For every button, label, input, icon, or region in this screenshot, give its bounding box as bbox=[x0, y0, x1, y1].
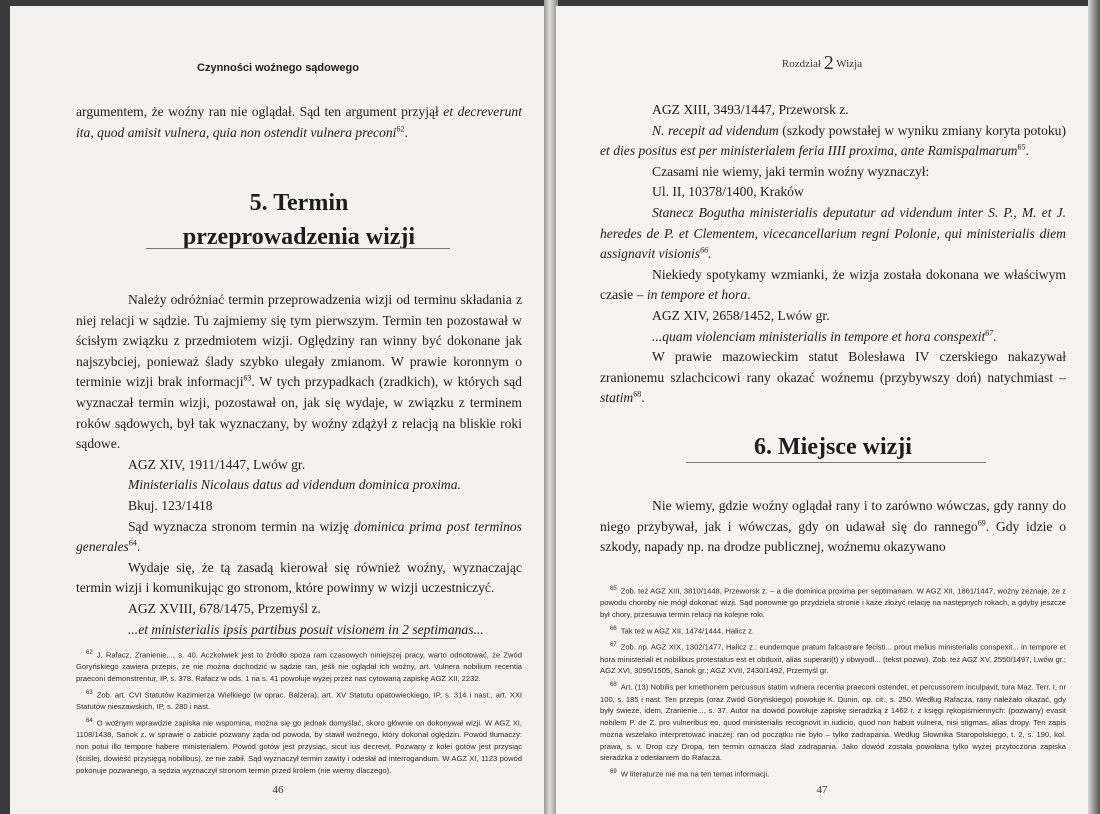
citation-quote: Ministerialis Nicolaus datus ad videndum dominica proxima. bbox=[128, 477, 461, 493]
footnote-number: 63 bbox=[86, 689, 93, 696]
footnote bbox=[600, 624, 1066, 637]
paragraph: Czasami nie wiemy, jaki termin woźny wyznaczył: bbox=[652, 163, 930, 179]
paragraph-text: (szkody powstałej w wyniku zmiany koryta potoku) bbox=[782, 122, 1066, 138]
footnote-text: W literaturze nie ma na ten temat informacji. bbox=[620, 769, 770, 779]
citation: Ul. II, 10378/1400, Kraków bbox=[652, 184, 804, 200]
footnote-ref[interactable]: 64 bbox=[128, 538, 137, 548]
footnote-ref[interactable]: 63 bbox=[243, 373, 252, 383]
citation-quote: Stanecz Bogutha ministerialis deputatur ad videndum inter S. P., M. et J. heredes de P. et Clementem, vicecancellarium regni Polonie, qui ministerialis diem assignavit visionis$^{66}$. bbox=[600, 204, 1066, 262]
paragraph: W prawie mazowieckim statut Bolesława IV czerskiego nakazywał zranionemu szlachcicowi rany okazać woźnemu (przybywszy doń) natychmiast – statim$^{68}$. bbox=[600, 349, 1066, 406]
paragraph-text: W prawie mazowieckim statut Bolesława IV czerskiego nakazywał zranionemu szlachcicowi rany okazać woźnemu (przybywszy doń) natychmiast – bbox=[600, 349, 1066, 385]
footnote-ref[interactable]: 67 bbox=[985, 328, 994, 337]
footnote-ref[interactable]: 66 bbox=[700, 245, 709, 255]
page-number: 46 bbox=[272, 784, 284, 796]
running-head-number: 2 bbox=[823, 52, 834, 74]
latin-phrase: dominica prima post terminos generales bbox=[76, 518, 522, 555]
footnote-number: 65 bbox=[610, 586, 617, 592]
running-head: Czynności woźnego sądowego bbox=[197, 62, 359, 74]
intro-latin: et decreverunt ita, quod amisit vulnera, quia non ostendit vulnera preconi bbox=[76, 104, 522, 140]
footnote-number: 62 bbox=[86, 650, 93, 656]
book-edge bbox=[1088, 0, 1100, 814]
paragraph-text: Nie wiemy, gdzie woźny oglądał rany i to zarówno wówczas, gdy ranny do niego przybywał, jak i wówczas, gdy on udawał się do rannego bbox=[600, 498, 1066, 534]
footnote-ref[interactable]: 68 bbox=[633, 389, 642, 399]
citation: AGZ XIV, 2658/1452, Lwów gr. bbox=[652, 307, 830, 323]
footnote-rule bbox=[150, 638, 456, 639]
running-head-chapter: Rozdział bbox=[781, 58, 821, 70]
footnote-text: Zob. np. AGZ XIX, 1302/1477, Halicz z.: eundemque pratum falcastrare fecisti... prout melius ministerialis conspexit... in tempore et hora ministeriali et nobilibus protestatus est et obduxit, alias superari(t) y obwyodl... (tekst pozwu). Zob. też AGZ XV, 2550/1497, Lwów gr.; AGZ XVI, 3095/1505, Sanok gr.; AGZ XVII, 2430/1492, Przemyśl gr. bbox=[600, 642, 1066, 676]
latin-phrase: et dies positus est per ministerialem feria IIII proxima, ante Ramispalmarum bbox=[600, 143, 1018, 159]
section-body bbox=[76, 290, 522, 640]
citation: AGZ XIV, 1911/1447, Lwów gr. bbox=[128, 456, 306, 472]
footnote bbox=[76, 716, 522, 777]
right-page bbox=[556, 6, 1088, 814]
citation-quote: ...quam violenciam ministerialis in tempore et hora conspexit$^{67}$. bbox=[652, 328, 997, 344]
footnote-number: 69 bbox=[610, 769, 617, 776]
paragraph bbox=[600, 496, 1066, 558]
footnote bbox=[600, 680, 1066, 764]
footnotes bbox=[600, 584, 1066, 784]
footnote bbox=[600, 640, 1066, 677]
footnote bbox=[600, 584, 1066, 621]
footnote bbox=[76, 688, 522, 713]
footnote-ref[interactable]: 69 bbox=[977, 518, 986, 528]
left-page bbox=[10, 6, 546, 814]
paragraph-text: Niekiedy spotykamy wzmianki, że wizja została dokonana we właściwym czasie – bbox=[600, 266, 1066, 303]
footnote-text: J. Rafacz, Zranienie..., s. 40. Aczkolwiek jest to źródło spoza ram czasowych niniejszej pracy, warto odnotować, że Zwód Goryńskiego zawiera przepis, że nie można dochodzić w sądzie ran, jeśli nie oglądał ich woźny, art. Vulnera nobilium recentia praeconi demonstrentur, IP, s. 378. Rafacz w ods. 1 na s. 41 powołuje wyżej przez nas cytowaną zapiskę AGZ XII, 2232. bbox=[76, 650, 522, 684]
paragraph-text: Należy odróżniać termin przeprowadzenia wizji od terminu składania z niej relacji w sądzie. Tu zajmiemy się tym pierwszym. Termin ten pozostawał w ścisłym związku z przedmiotem wizji. Oględziny ran winny być dokonane jak najszybciej, ponieważ ślady szybko ulegały zmianom. W prawie koronnym o terminie wizji brak informacji bbox=[76, 292, 522, 390]
quote-text: ...quam violenciam ministerialis in tempore et hora conspexit bbox=[652, 328, 986, 344]
footnote-text: Zob. art. CVI Statutów Kazimierza Wielkiego (w oprac. Balzera), art. XV Statutu opatowieckiego, IP, s. 314 i nast., art. XXI Statutów nieszawskich, IP, s. 280 i nast. bbox=[76, 690, 522, 712]
paragraph: Sąd wyznacza stronom termin na wizję dominica prima post terminos generales$^{64}$. bbox=[76, 518, 522, 555]
intro-text: argumentem, że woźny ran nie oglądał. Sąd ten argument przyjął bbox=[76, 104, 439, 119]
footnote bbox=[600, 767, 1066, 780]
footnote-number: 67 bbox=[610, 642, 617, 649]
footnote-text: Tak też w AGZ XII, 1474/1444, Halicz z. bbox=[620, 626, 755, 636]
citation: Bkuj. 123/1418 bbox=[128, 497, 213, 513]
paragraph-text: . Gdy idzie o szkody, napady np. na drodze publicznej, woźnemu okazywano bbox=[600, 518, 1066, 555]
paragraph: Niekiedy spotykamy wzmianki, że wizja została dokonana we właściwym czasie – in tempore et hora. bbox=[600, 266, 1066, 303]
footnote-text: O woźnym wprawdzie zapiska nie wspomina, można się go jednak domyślać, skoro głównie on dokonywał wizji. W AGZ XI, 1108/1438, Sanok z. w sprawie o zabicie pozwany żąda od powoda, by stawił woźnego, który dokonał oględzin. Powód tłumaczy: non potui illo tempore habere ministerialem. Powód gotów jest przysiąc, sicut ius decrevit. Pozwany z kolei gotów jest przysiąc (ściślej, dowieść przysięgą nobilibus), że nie zabił. Sąd wyznaczył termin zawity i odesłał ad interrogandum. W AGZ XI, 1123 powód pokonuje pozwanego, a sędzia wyznaczył stronom termin przed królem (nie wiemy dlaczego). bbox=[76, 718, 522, 775]
footnote-ref[interactable]: 62 bbox=[396, 124, 405, 134]
footnote-text: Art. (13) Nobilis per kmethonem percussus statim vulnera recentia praeconi ostendet, et percussorem inculpavit, tura Maz. Terr. I, nr 100, s. 185 i nast. Ten przepis (oraz Zwód Goryńskiego) powołuje K. Dunin, op. cit., s. 250. Według Rafacza, rany należało okazać, gdy były świeże, idem, Zranienie..., s. 37. Autor na dowód powołuje zapiskę sieradzką z 1462 r. z księgi rękopiśmiennych: (pozwany) evasit nobilem P. de Z. pro vulneribus eo, quod ministerialis recognovit in iudicio, quod non habuit vulnera, nisi stigmas, alias dropy. Ten zapis można wszelako interpretować inaczej: ran od początku nie było – tylko zadrapania. Według Słownika Staropolskiego, t. 2, s. 190, kol. prawa, s. v. Drop czy Dropa, ten termin oznacza ślad zadrapania. Jako dowód została powołana tylko wyżej przytoczona zapiska sieradzka z odesłaniem do Rafacza. bbox=[600, 682, 1066, 763]
section-body bbox=[600, 100, 1066, 409]
footnote-number: 68 bbox=[610, 682, 617, 689]
intro-paragraph: argumentem, że woźny ran nie oglądał. Sąd ten argument przyjął et decreverunt ita, quod amisit vulnera, quia non ostendit vulnera preconi$^{62}$. bbox=[76, 104, 522, 140]
footnote bbox=[76, 648, 522, 685]
page-number: 47 bbox=[816, 784, 828, 796]
paragraph: Wydaje się, że tą zasadą kierował się również woźny, wyznaczając termin wizji i komunikując go stronom, które powinny w wizji uczestniczyć. bbox=[76, 559, 522, 596]
section-body bbox=[600, 496, 1066, 558]
heading-rule bbox=[146, 248, 450, 249]
paragraph: N. recepit ad videndum (szkody powstałej w wyniku zmiany koryta potoku) et dies positus est per ministerialem feria IIII proxima, ante Ramispalmarum$^{65}$. bbox=[600, 122, 1066, 159]
paragraph-text: Sąd wyznacza stronom termin na wizję bbox=[128, 518, 349, 534]
footnote-number: 64 bbox=[86, 718, 93, 725]
footnotes bbox=[76, 648, 522, 780]
section-heading bbox=[76, 186, 522, 254]
footnote-ref[interactable]: 65 bbox=[1017, 142, 1026, 152]
citation-quote: ...et ministerialis ipsis partibus posuit visionem in 2 septimanas... bbox=[128, 621, 484, 637]
paragraph-text: . W tych przypadkach (zradkich), w których sąd wyznaczał termin wizji, pozostawał on, jak się wydaje, w związku z terminem roków sądowych, był tak wyznaczany, by woźny zdążył z relacją na bliskie roki sądowe. bbox=[76, 374, 522, 452]
heading-line-2: przeprowadzenia wizji bbox=[182, 224, 416, 250]
footnote-text: Zob. też AGZ XIII, 3810/1448, Przeworsk z. – a die dominica proxima per septimanam. W AGZ XII, 1861/1447, woźny zeznaje, że z powodu choroby nie mógł dokonać wizji. Sąd ponownie go przydziela stronie i każe złożyć relację na następnych rokach, a gdyby jeszcze był chory, przesuwa termin relacji na kolejne roki. bbox=[600, 586, 1066, 620]
latin-phrase: statim bbox=[600, 390, 634, 406]
running-head-title: Wizja bbox=[836, 58, 863, 70]
running-head bbox=[556, 52, 1088, 75]
heading-rule bbox=[686, 462, 986, 463]
heading-line-1: 5. Termin bbox=[249, 190, 349, 216]
citation: AGZ XVIII, 678/1475, Przemyśl z. bbox=[128, 600, 321, 616]
latin-phrase: N. recepit ad videndum bbox=[652, 122, 779, 138]
footnote-number: 66 bbox=[610, 625, 617, 632]
citation: AGZ XIII, 3493/1447, Przeworsk z. bbox=[652, 102, 849, 117]
latin-phrase: in tempore et hora bbox=[646, 287, 748, 303]
paragraph bbox=[76, 290, 522, 455]
section-heading: 6. Miejsce wizji bbox=[754, 434, 912, 460]
quote-text: Stanecz Bogutha ministerialis deputatur ad videndum inter S. P., M. et J. heredes de P. et Clementem, vicecancellarium regni Polonie, qui ministerialis diem assignavit visionis bbox=[600, 204, 1066, 262]
